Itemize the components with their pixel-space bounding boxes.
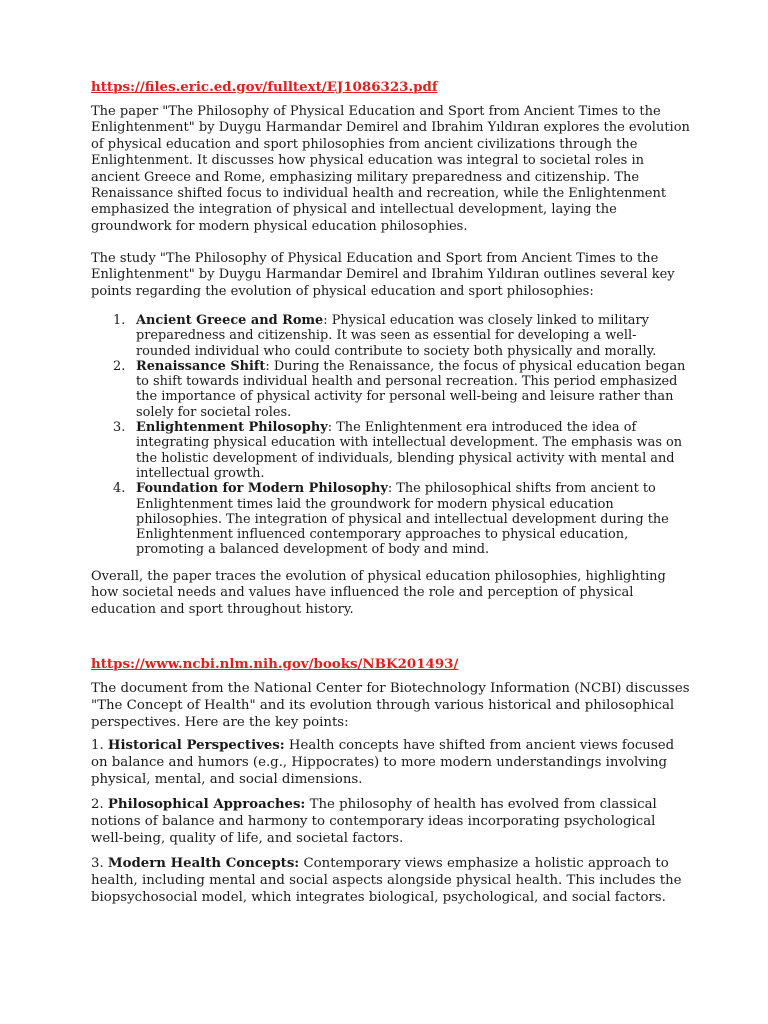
ncbi-link[interactable]: https://www.ncbi.nlm.nih.gov/books/NBK201493/ xyxy=(91,656,459,672)
eric-paper-link[interactable]: https://files.eric.ed.gov/fulltext/EJ1086323.pdf xyxy=(91,79,438,95)
point-number: 3. xyxy=(91,856,104,871)
point-number: 2. xyxy=(91,797,104,812)
list-item-text: : Physical education was closely linked to military preparedness and citizenship. It was seen as essential for developing a well-rounded individual who could contribute to society both physically and morally. xyxy=(136,313,657,359)
list-item-title: Renaissance Shift xyxy=(136,358,266,374)
list-item xyxy=(91,481,691,557)
overall-summary-paragraph: Overall, the paper traces the evolution of physical education philosophies, highlighting how societal needs and values have influenced the role and perception of physical education and sport throughout history. xyxy=(91,569,666,617)
list-item-number: 2. xyxy=(113,358,126,374)
ncbi-intro-paragraph: The document from the National Center for Biotechnology Information (NCBI) discusses "The Concept of Health" and its evolution through various historical and philosophical perspectives. Here are the key points: xyxy=(91,681,690,730)
list-item-title: Ancient Greece and Rome xyxy=(136,313,324,328)
point-number: 1. xyxy=(91,738,104,753)
point-text: Contemporary views emphasize a holistic approach to health, including mental and social aspects alongside physical health. This includes the biopsychosocial model, which integrates biological, psychological, and social factors. xyxy=(91,856,682,905)
list-item-title: Foundation for Modern Philosophy xyxy=(136,481,388,497)
list-item-text: : The Enlightenment era introduced the idea of integrating physical education with intellectual development. The emphasis was on the holistic development of individuals, blending physical activity with mental and intellectual growth. xyxy=(136,420,683,481)
key-points-list xyxy=(91,313,691,558)
health-point-philosophical xyxy=(91,797,691,847)
point-text: Health concepts have shifted from ancient views focused on balance and humors (e.g., Hippocrates) to more modern understandings involving physical, mental, and social dimensions. xyxy=(91,738,675,787)
list-item-text: : The philosophical shifts from ancient to Enlightenment times laid the groundwork for modern physical education philosophies. The integration of physical and intellectual development during the Enlightenment influenced contemporary approaches to physical education, promoting a balanced development of body and mind. xyxy=(136,481,669,558)
list-item xyxy=(91,420,691,481)
list-item-number: 3. xyxy=(113,420,126,436)
study-intro-paragraph: The study "The Philosophy of Physical Education and Sport from Ancient Times to the Enlightenment" by Duygu Harmandar Demirel and Ibrahim Yıldıran outlines several key points regarding the evolution of physical education and sport philosophies: xyxy=(91,251,675,299)
health-point-modern xyxy=(91,856,691,906)
point-text: The philosophy of health has evolved from classical notions of balance and harmony to contemporary ideas incorporating psychological well-being, quality of life, and societal factors. xyxy=(91,797,657,846)
paper-summary-paragraph: The paper "The Philosophy of Physical Education and Sport from Ancient Times to the Enlightenment" by Duygu Harmandar Demirel and Ibrahim Yıldıran explores the evolution of physical education and sport philosophies from ancient civilizations through the Enlightenment. It discusses how physical education was integral to societal roles in ancient Greece and Rome, emphasizing military preparedness and citizenship. The Renaissance shifted focus to individual health and recreation, while the Enlightenment emphasized the integration of physical and intellectual development, laying the groundwork for modern physical education philosophies. xyxy=(91,104,690,234)
point-title: Philosophical Approaches: xyxy=(107,797,306,812)
list-item-title: Enlightenment Philosophy xyxy=(136,420,328,436)
list-item-number: 1. xyxy=(113,313,126,328)
point-title: Modern Health Concepts: xyxy=(107,856,300,871)
list-item-text: : During the Renaissance, the focus of physical education began to shift towards individual health and personal recreation. This period emphasized the importance of physical activity for personal well-being and leisure rather than solely for societal roles. xyxy=(136,358,686,420)
point-title: Historical Perspectives: xyxy=(107,738,285,753)
list-item-number: 4. xyxy=(113,481,126,497)
list-item xyxy=(91,313,691,359)
health-point-historical xyxy=(91,738,691,788)
list-item xyxy=(91,359,691,420)
